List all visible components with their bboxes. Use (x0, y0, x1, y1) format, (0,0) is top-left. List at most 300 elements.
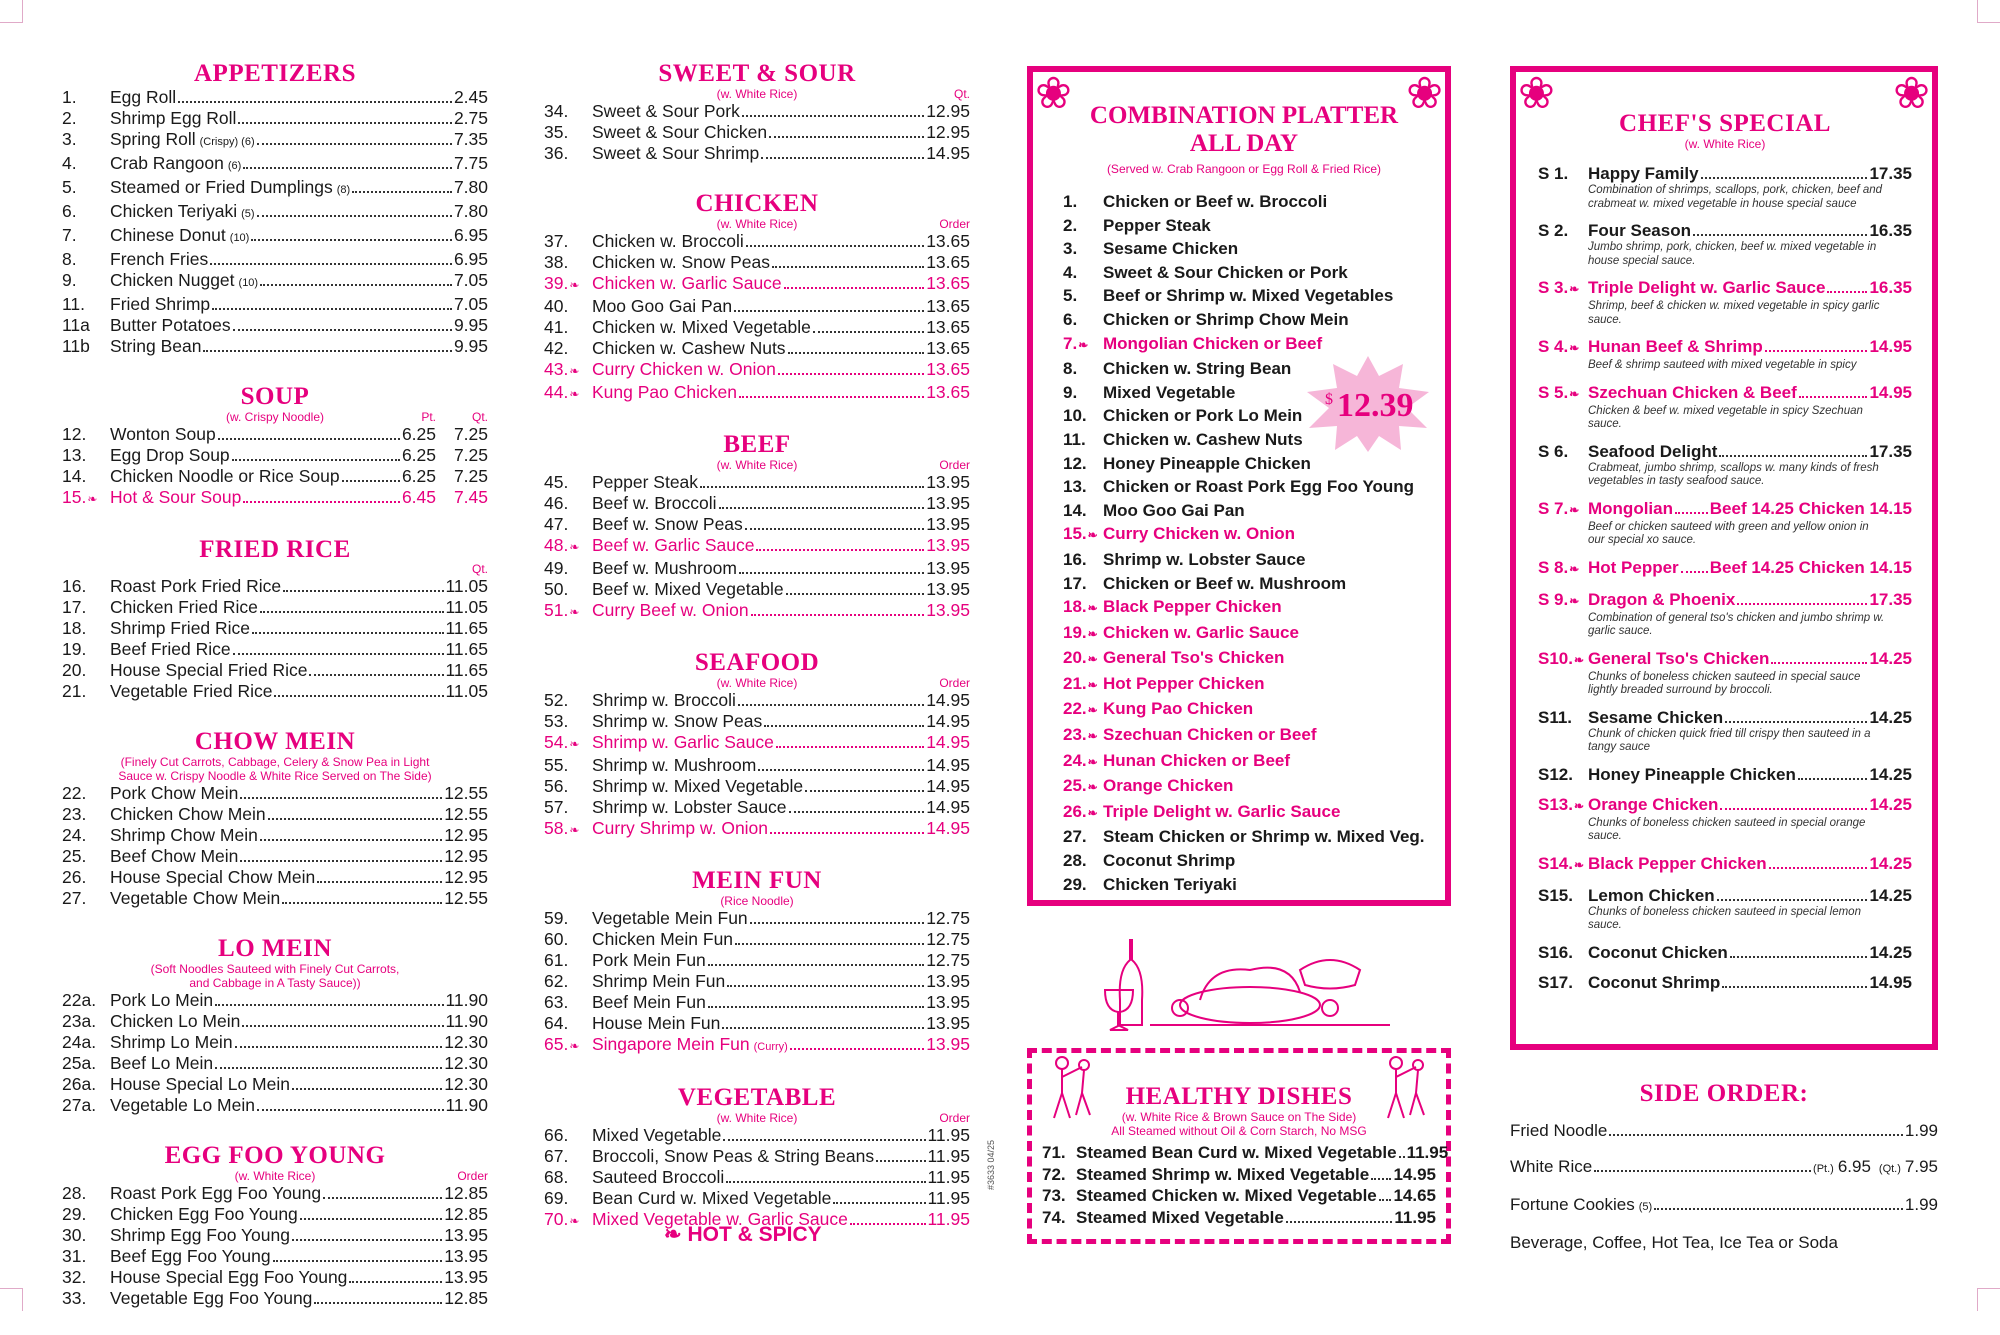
item-price: 14.95 (926, 711, 970, 731)
dot-leader (1765, 350, 1868, 352)
item-number: 30. (62, 1225, 87, 1245)
healthy-subtitle: All Steamed without Oil & Corn Starch, No MSG (1111, 1124, 1367, 1138)
menu-item (62, 315, 488, 336)
item-name: General Tso's Chicken (1103, 648, 1285, 668)
item-price: Beef 14.25 Chicken 14.15 (1709, 498, 1912, 518)
item-number: 5. (1063, 286, 1078, 306)
item-price: 14.95 (926, 755, 970, 775)
item-description: Beef & shrimp sauteed with mixed vegetable in spicy (1588, 359, 1857, 371)
item-price: 14.25 (1869, 648, 1912, 668)
menu-item (1063, 672, 1425, 698)
item-description: Beef or chicken sauteed with green and yellow onion in our special xo sauce. (1588, 520, 1869, 546)
item-price: 6.95 (453, 225, 488, 245)
floral-corner-icon: ❀ (1518, 69, 1555, 118)
item-price: 13.95 (926, 493, 970, 513)
item-list (544, 101, 970, 164)
item-name: Steamed Shrimp w. Mixed Vegetable (1076, 1164, 1370, 1184)
soup-section (62, 383, 488, 510)
item-number: 14. (1063, 500, 1087, 520)
item-name: Sauteed Broccoli (592, 1167, 725, 1187)
item-price: 11.05 (445, 597, 488, 617)
side-title: SIDE ORDER: (1639, 1080, 1809, 1107)
item-name: Chicken w. Garlic Sauce (592, 273, 782, 293)
item-name: Steam Chicken or Shrimp w. Mixed Veg. (1103, 827, 1425, 847)
item-number: 64. (544, 1013, 569, 1033)
item-price: 12.55 (444, 783, 488, 803)
item-name: Beef Egg Foo Young (110, 1246, 271, 1266)
item-name: Triple Delight w. Garlic Sauce (1588, 278, 1826, 297)
menu-item (1063, 499, 1425, 523)
menu-item (1063, 825, 1425, 849)
item-name: Steamed or Fried Dumplings (110, 177, 333, 197)
item-price: 11.90 (445, 990, 488, 1010)
item-name: Mixed Vegetable (1103, 382, 1236, 402)
item-name: Lemon Chicken (1588, 885, 1715, 905)
qt-price: 7.25 (453, 445, 488, 465)
item-spacer (1538, 876, 1912, 885)
pt-price: 6.25 (401, 424, 436, 444)
dot-leader (734, 310, 924, 312)
menu-item (544, 600, 970, 623)
menu-item (62, 576, 488, 597)
item-number: 57. (544, 797, 569, 817)
dot-leader (876, 1160, 925, 1162)
chili-pepper-icon: ❧ (569, 278, 580, 292)
item-price: 12.55 (444, 888, 488, 908)
item-note: (6) (227, 160, 242, 172)
item-name: Black Pepper Chicken (1588, 853, 1767, 873)
menu-item (544, 1034, 970, 1058)
egg-foo-young-section (62, 1142, 488, 1309)
dot-leader (727, 985, 924, 987)
item-name: Coconut Chicken (1588, 942, 1728, 962)
item-name: Triple Delight w. Garlic Sauce (1103, 801, 1341, 821)
dot-leader (788, 352, 925, 354)
dot-leader (784, 287, 925, 289)
section-subtitle: (Soft Noodles Sauteed with Finely Cut Carrots, (150, 962, 400, 976)
item-name: Mongolian (1588, 498, 1673, 518)
dot-leader (1798, 778, 1868, 780)
item-name: Shrimp w. Mixed Vegetable (592, 776, 804, 796)
item-number: 63. (544, 992, 569, 1012)
menu-item (544, 472, 970, 493)
dot-leader (739, 396, 924, 398)
chili-pepper-icon: ❧ (569, 387, 580, 401)
item-price: 11.95 (927, 1209, 970, 1229)
floral-corner-icon: ❀ (1035, 69, 1072, 118)
dot-leader (257, 143, 452, 145)
item-list (62, 424, 488, 510)
item-name: Steamed Bean Curd w. Mixed Vegetable (1076, 1143, 1397, 1162)
item-name: Beef Fried Rice (110, 639, 231, 659)
healthy-title: HEALTHY DISHES (1125, 1083, 1353, 1110)
item-price: 7.80 (453, 201, 488, 221)
item-number: 11. (1063, 429, 1086, 449)
menu-item (544, 992, 970, 1013)
menu-item (62, 294, 488, 315)
dancing-couple-illustration (1042, 1053, 1102, 1123)
menu-item (544, 755, 970, 776)
section-title: CHOW MEIN (194, 728, 356, 755)
dot-leader (243, 167, 452, 169)
item-name: Curry Beef w. Onion (592, 600, 749, 620)
item-name: French Fries (110, 249, 209, 269)
chili-pepper-icon: ❧ (1569, 561, 1580, 576)
item-number: 58.❧ (544, 818, 580, 838)
menu-item (1042, 1164, 1436, 1186)
item-name: Orange Chicken (1103, 776, 1234, 796)
menu-item (1538, 163, 1912, 184)
menu-item (1538, 441, 1912, 462)
item-note: (Curry) (753, 1041, 788, 1053)
item-price: 7.75 (453, 153, 488, 173)
item-number: 47. (544, 514, 569, 534)
menu-item (544, 359, 970, 382)
item-name: Honey Pineapple Chicken (1103, 453, 1311, 473)
item-number: 50. (544, 579, 569, 599)
item-name: General Tso's Chicken (1588, 648, 1770, 668)
item-name: Chicken w. Garlic Sauce (1103, 622, 1299, 642)
menu-item (1042, 1142, 1449, 1164)
item-number: S16. (1538, 942, 1573, 962)
item-name: Beef w. Mushroom (592, 558, 737, 578)
item-name: Chicken or Shrimp Chow Mein (1103, 309, 1349, 329)
print-code: #3633 04/25 (986, 1139, 996, 1190)
menu-column-2 (544, 60, 970, 1258)
crop-mark (1977, 1288, 2000, 1311)
dot-leader (1594, 1170, 1811, 1172)
item-number: S17. (1538, 972, 1573, 992)
item-name: Fried Noodle (1510, 1121, 1608, 1140)
item-name: Egg Roll (110, 87, 177, 107)
chili-pepper-icon: ❧ (569, 605, 580, 619)
item-number: 42. (544, 338, 569, 358)
chili-pepper-icon: ❧ (1087, 780, 1098, 795)
section-title: MEIN FUN (692, 867, 822, 894)
chili-pepper-icon: ❧ (569, 823, 580, 837)
mein-fun-section (544, 867, 970, 1058)
item-price: 14.65 (1393, 1186, 1436, 1205)
item-name: Roast Pork Egg Foo Young (110, 1183, 322, 1203)
menu-item (62, 681, 488, 702)
dot-leader (1722, 986, 1867, 988)
menu-item (1538, 942, 1912, 963)
item-price: 12.75 (926, 950, 970, 970)
chili-pepper-icon: ❧ (1569, 341, 1580, 355)
item-note: (Crispy) (6) (199, 136, 255, 148)
item-number: 17. (62, 597, 87, 617)
item-price: 12.30 (444, 1074, 488, 1094)
item-name: Beef w. Snow Peas (592, 514, 743, 534)
item-name: Curry Shrimp w. Onion (592, 818, 769, 838)
item-name: Coconut Shrimp (1103, 851, 1236, 871)
item-number: 33. (62, 1288, 87, 1308)
item-list (544, 690, 970, 841)
item-number: 27a. (62, 1095, 97, 1115)
menu-item (544, 122, 970, 143)
menu-item (1063, 522, 1425, 548)
item-name: Chicken Egg Foo Young (110, 1204, 298, 1224)
item-price: 14.25 (1869, 942, 1912, 962)
item-name: Steamed Chicken w. Mixed Vegetable (1076, 1186, 1377, 1205)
item-number: 27. (62, 888, 87, 908)
dot-leader (349, 1281, 442, 1283)
dot-leader (257, 1109, 444, 1111)
item-name: Mixed Vegetable w. Garlic Sauce (592, 1209, 848, 1229)
dot-leader (260, 839, 442, 841)
menu-item (544, 143, 970, 164)
item-number: 14. (62, 466, 87, 486)
pt-price: 6.95 (1837, 1157, 1871, 1176)
section-subtitle: (Rice Noodle) (720, 894, 794, 908)
item-number: 45. (544, 472, 569, 492)
item-number: 70.❧ (544, 1209, 580, 1229)
menu-item (544, 929, 970, 950)
dot-leader (215, 1067, 442, 1069)
item-description: Crabmeat, jumbo shrimp, scallops w. many kinds of fresh vegetables in tasty seafood sauce. (1588, 461, 1879, 487)
item-number: S 5.❧ (1538, 382, 1580, 402)
chicken-section (544, 190, 970, 405)
pt-price: 6.45 (401, 487, 436, 507)
item-price: 13.65 (926, 359, 970, 379)
menu-item (62, 825, 488, 846)
item-price: 13.65 (926, 296, 970, 316)
item-price: 11.95 (1394, 1207, 1436, 1227)
item-price: 13.65 (926, 338, 970, 358)
item-name: Shrimp Fried Rice (110, 618, 251, 638)
item-price: 13.95 (926, 472, 970, 492)
item-price: 13.95 (926, 992, 970, 1012)
item-price: 12.95 (926, 122, 970, 142)
menu-item (1063, 774, 1425, 800)
item-number: 2. (1063, 215, 1078, 235)
dot-leader (726, 1181, 925, 1183)
dot-leader (323, 1197, 442, 1199)
item-number: 12. (1063, 453, 1087, 473)
item-name: Shrimp Lo Mein (110, 1032, 233, 1052)
crop-mark (0, 0, 23, 23)
menu-item (62, 1032, 488, 1053)
pt-label: (Pt.) (1813, 1163, 1834, 1175)
item-name: Beef w. Mixed Vegetable (592, 579, 784, 599)
item-number: 74. (1042, 1207, 1066, 1227)
item-price: 14.95 (926, 143, 970, 163)
item-description: Chunks of boneless chicken sauteed in special sauce lightly breaded surround by broccoli. (1588, 670, 1861, 696)
item-price: 13.95 (926, 1013, 970, 1033)
menu-item (544, 950, 970, 971)
item-number: 25a. (62, 1053, 97, 1073)
item-price: 16.35 (1869, 278, 1912, 297)
item-number: 35. (544, 122, 569, 142)
item-price: 14.25 (1869, 707, 1912, 727)
menu-item (544, 273, 970, 296)
item-number: 24.❧ (1063, 750, 1098, 770)
item-number: 56. (544, 776, 569, 796)
item-name: Butter Potatoes (110, 315, 231, 335)
chili-pepper-icon: ❧ (1087, 805, 1098, 820)
menu-item (1063, 595, 1425, 621)
item-name: Vegetable Chow Mein (110, 888, 281, 908)
item-number: 54.❧ (544, 732, 580, 752)
item-number: 73. (1042, 1186, 1066, 1205)
item-spacer (1538, 993, 1912, 1002)
vegetable-section (544, 1084, 970, 1232)
item-note: (10) (229, 232, 250, 244)
item-number: 29. (1063, 874, 1087, 894)
menu-item (62, 846, 488, 867)
dot-leader (1371, 1178, 1391, 1180)
menu-item (62, 639, 488, 660)
item-price: 13.65 (926, 273, 970, 293)
item-number: 60. (544, 929, 569, 949)
item-price: 11.95 (927, 1125, 970, 1145)
item-note: (8) (336, 184, 351, 196)
item-name: Sweet & Sour Pork (592, 101, 740, 121)
item-description: Combination of shrimps, scallops, pork, chicken, beef and crabmeat w. mixed vegetable in house special sauce (1588, 184, 1883, 210)
item-number: 1. (62, 87, 77, 107)
item-name: Egg Drop Soup (110, 445, 230, 465)
item-name: Steamed Mixed Vegetable (1076, 1207, 1284, 1227)
section-title: SOUP (240, 383, 310, 410)
chili-pepper-icon: ❧ (87, 492, 98, 506)
chili-pepper-icon: ❧ (569, 364, 580, 378)
menu-item (1063, 237, 1425, 261)
menu-item (1063, 572, 1425, 596)
menu-item (544, 231, 970, 252)
chili-pepper-icon: ❧ (1087, 652, 1098, 667)
menu-item (1063, 697, 1425, 723)
dot-leader (786, 593, 925, 595)
item-description: Chunk of chicken quick fried till crispy then sauteed in a tangy sauce (1588, 727, 1871, 753)
item-number: 2. (62, 108, 77, 128)
section-subtitle: (w. White Rice) (234, 1169, 316, 1183)
beverage-text: Beverage, Coffee, Hot Tea, Ice Tea or Soda (1510, 1233, 1838, 1252)
item-name: Roast Pork Fried Rice (110, 576, 282, 596)
item-number: 7.❧ (1063, 333, 1089, 353)
item-number: 20.❧ (1063, 648, 1098, 668)
lo-mein-section (62, 935, 488, 1116)
item-name: Shrimp Mein Fun (592, 971, 726, 991)
item-number: S14.❧ (1538, 853, 1585, 873)
menu-item (62, 888, 488, 909)
beef-section (544, 431, 970, 623)
item-price: 7.05 (453, 294, 488, 314)
chef-item-list (1538, 163, 1912, 1002)
item-name: Beef Lo Mein (110, 1053, 214, 1073)
chili-pepper-icon: ❧ (569, 1214, 580, 1228)
section-subtitle: and Cabbage in A Tasty Sauce)) (189, 976, 361, 990)
item-name: Pork Lo Mein (110, 990, 214, 1010)
item-name: Pepper Steak (1103, 215, 1211, 235)
section-subtitle: (w. White Rice) (716, 217, 798, 231)
section-title: APPETIZERS (194, 60, 356, 87)
chili-pepper-icon: ❧ (1087, 626, 1098, 641)
menu-item (544, 1125, 970, 1146)
item-name: Orange Chicken (1588, 794, 1719, 814)
item-price: 12.75 (926, 929, 970, 949)
item-number: 23a. (62, 1011, 97, 1031)
item-name: Coconut Shrimp (1588, 972, 1721, 992)
item-name: Chicken or Roast Pork Egg Foo Young (1103, 477, 1415, 497)
dot-leader (210, 263, 452, 265)
menu-item (1063, 214, 1425, 238)
dot-leader (1693, 234, 1867, 236)
item-number: 23.❧ (1063, 725, 1098, 745)
menu-item (544, 382, 970, 405)
item-number: 44.❧ (544, 382, 580, 402)
item-price: 13.95 (926, 600, 970, 620)
item-name: House Special Lo Mein (110, 1074, 290, 1094)
order-header: Order (939, 1111, 970, 1125)
item-number: 28. (62, 1183, 87, 1203)
item-number: 34. (544, 101, 569, 121)
menu-item (62, 270, 488, 294)
chili-pepper-icon: ❧ (1569, 502, 1580, 517)
item-number: 71. (1042, 1143, 1066, 1162)
item-price: 13.95 (926, 579, 970, 599)
item-name: Bean Curd w. Mixed Vegetable (592, 1188, 832, 1208)
item-number: 67. (544, 1146, 569, 1166)
item-number: 11. (62, 294, 86, 314)
item-name: Pork Mein Fun (592, 950, 706, 970)
item-price: 13.95 (926, 1034, 970, 1054)
item-number: S13.❧ (1538, 794, 1585, 814)
item-name: Beef or Shrimp w. Mixed Vegetables (1103, 286, 1394, 306)
dot-leader (178, 101, 452, 103)
item-number: 19. (62, 639, 87, 659)
menu-item (1510, 1149, 1938, 1187)
item-name: Shrimp Egg Roll (110, 108, 237, 128)
item-name: Chicken w. Cashew Nuts (592, 338, 786, 358)
dot-leader (273, 1260, 443, 1262)
side-order-section (1510, 1080, 1938, 1261)
dot-leader (723, 1139, 925, 1141)
dot-leader (243, 501, 400, 503)
qt-header: Qt. (953, 87, 970, 101)
item-price: 14.95 (1869, 972, 1912, 992)
menu-item (1538, 707, 1912, 728)
menu-item (1538, 498, 1912, 521)
item-number: S 9.❧ (1538, 589, 1580, 609)
item-price: 12.30 (444, 1032, 488, 1052)
item-price: 17.35 (1869, 441, 1912, 461)
item-name: Pepper Steak (592, 472, 699, 492)
dot-leader (1725, 721, 1867, 723)
chili-pepper-icon: ❧ (1569, 282, 1580, 296)
menu-item (544, 732, 970, 755)
dot-leader (813, 331, 924, 333)
item-number: 40. (544, 296, 569, 316)
chili-pepper-icon: ❧ (1087, 601, 1098, 616)
menu-item (62, 660, 488, 681)
item-number: S 8.❧ (1538, 557, 1580, 577)
item-number: 16. (62, 576, 87, 596)
dot-leader (1730, 956, 1868, 958)
item-name: Dragon & Phoenix (1588, 589, 1736, 609)
dot-leader (300, 1218, 442, 1220)
item-number: 68. (544, 1167, 569, 1187)
price-burst-icon (1303, 354, 1433, 454)
dot-leader (203, 350, 451, 352)
dot-leader (700, 486, 924, 488)
dot-leader (252, 632, 443, 634)
item-number: 13. (62, 445, 87, 465)
menu-item (1063, 284, 1425, 308)
chili-pepper-icon: ❧ (1078, 337, 1089, 352)
item-price: 12.95 (444, 825, 488, 845)
menu-item (1063, 873, 1425, 897)
dot-leader (1737, 603, 1867, 605)
